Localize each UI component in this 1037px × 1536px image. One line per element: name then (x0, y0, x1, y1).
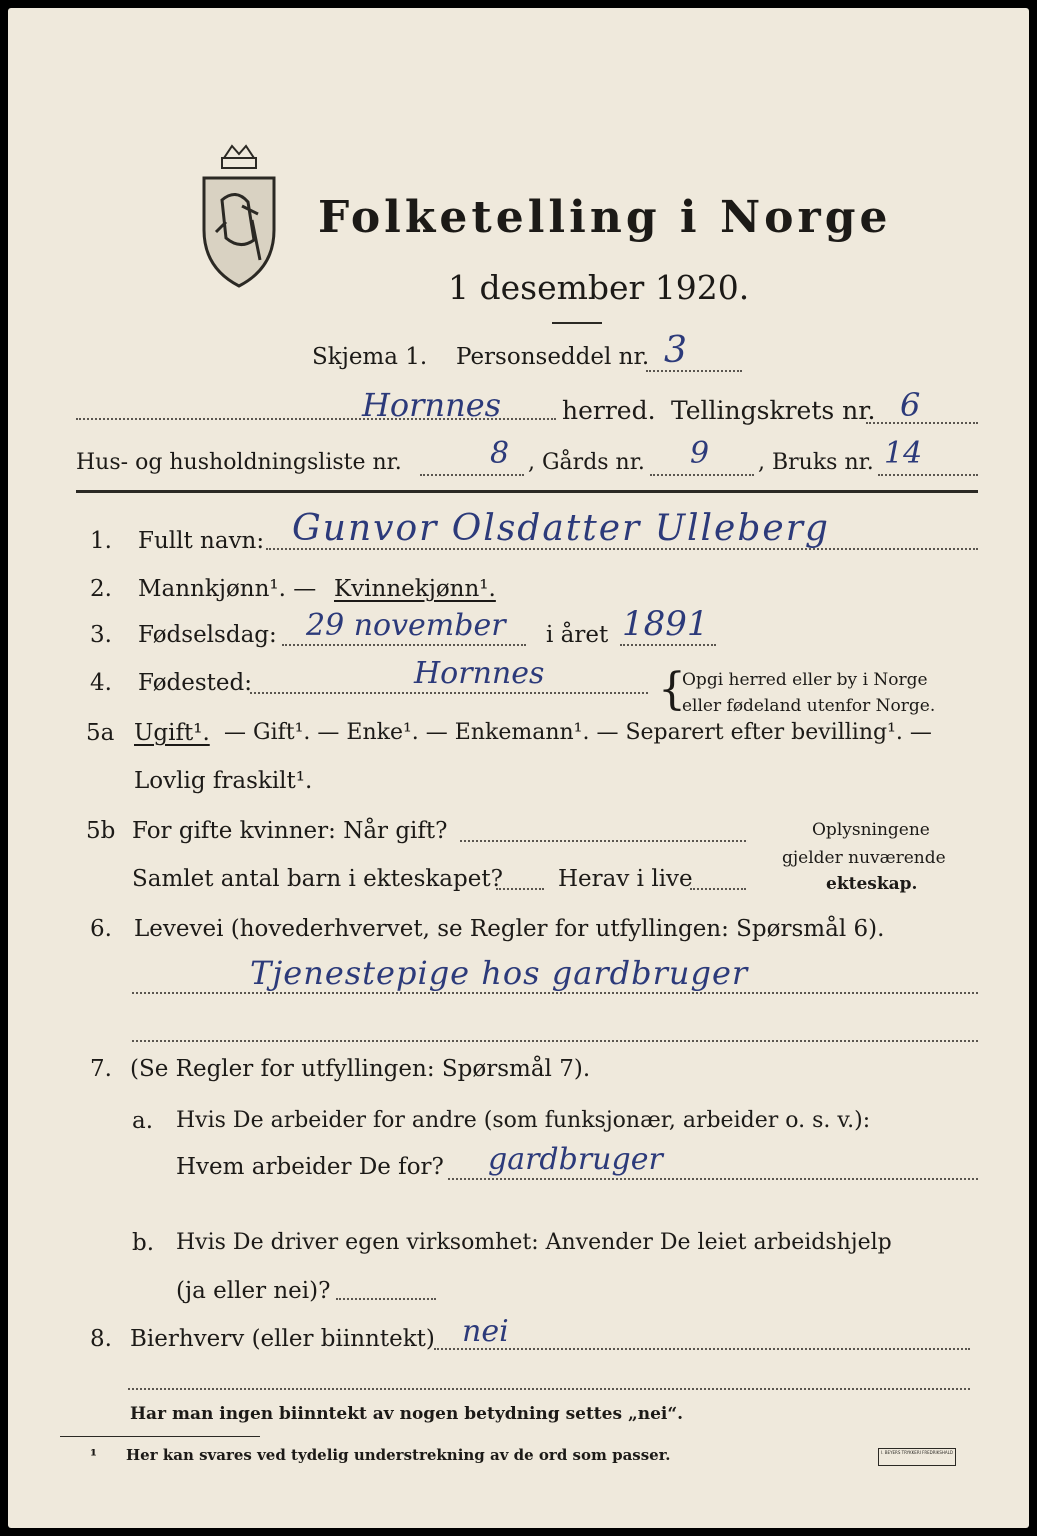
q6-label: Levevei (hovederhvervet, se Regler for utfyllingen: Spørsmål 6). (134, 916, 885, 942)
q6-line-2 (132, 1040, 978, 1042)
q8-label: Bierhverv (eller biinntekt) (130, 1326, 435, 1352)
personseddel-label: Personseddel nr. (456, 344, 650, 370)
header-divider (76, 490, 978, 493)
herred-label: herred. (562, 396, 656, 425)
personseddel-line (646, 370, 742, 372)
brace-glyph: { (658, 664, 686, 715)
q5b-married-line (460, 840, 746, 842)
q4-label: Fødested: (138, 670, 253, 696)
q7a-line-1: Hvis De arbeider for andre (som funksjonær, arbeider o. s. v.): (176, 1108, 871, 1133)
personseddel-value: 3 (664, 330, 687, 371)
q5b-label-alive: Herav i live (558, 866, 693, 892)
q7-label: (Se Regler for utfyllingen: Spørsmål 7). (130, 1056, 591, 1082)
birthplace-note-1: Opgi herred eller by i Norge (682, 670, 928, 690)
q1-number: 1. (90, 528, 112, 554)
tellingskrets-line (866, 422, 978, 424)
side-income-value: nei (462, 1314, 509, 1349)
q7b-letter: b. (132, 1230, 155, 1256)
q3-label: Fødselsdag: (138, 622, 277, 648)
q1-label: Fullt navn: (138, 528, 265, 554)
q2-number: 2. (90, 576, 112, 602)
q5b-children-line (496, 888, 544, 890)
coat-of-arms-icon (196, 140, 282, 290)
q6-line-1 (132, 992, 978, 994)
marital-options: — Gift¹. — Enke¹. — Enkemann¹. — Separert efter bevilling¹. — (224, 720, 932, 745)
unmarried-option: Ugift¹. (134, 720, 210, 746)
form-title: Folketelling i Norge (318, 192, 892, 243)
q8-line-2 (128, 1388, 970, 1390)
q8-number: 8. (90, 1326, 112, 1352)
q4-line (250, 692, 648, 694)
bruks-label: , Bruks nr. (758, 450, 874, 475)
q8-line-1 (434, 1348, 970, 1350)
q3-line (282, 644, 526, 646)
q5b-label-children: Samlet antal barn i ekteskapet? (132, 866, 503, 892)
printer-stamp: I. BEYERS TRYKKERI FREDRIKSHALD (878, 1448, 956, 1466)
gards-line (650, 474, 754, 476)
female-option: Kvinnekjønn¹. (334, 576, 496, 602)
employer-value: gardbruger (488, 1142, 663, 1177)
q5b-number: 5b (86, 818, 116, 844)
q5b-note-3: ekteskap. (826, 874, 918, 894)
q5a-number: 5a (86, 720, 115, 746)
year-line (620, 644, 716, 646)
title-divider (552, 322, 602, 324)
occupation-value: Tjenestepige hos gardbruger (250, 954, 749, 992)
q7b-line-2: (ja eller nei)? (176, 1278, 331, 1304)
bruks-value: 14 (884, 436, 923, 471)
q5b-label-married: For gifte kvinner: Når gift? (132, 818, 448, 844)
birthday-value: 29 november (306, 608, 506, 643)
skjema-label: Skjema 1. (312, 344, 428, 370)
footer-note: Har man ingen biinntekt av nogen betydning settes „nei“. (130, 1404, 684, 1424)
q4-number: 4. (90, 670, 112, 696)
hus-line (420, 474, 524, 476)
hus-label: Hus- og husholdningsliste nr. (76, 450, 402, 475)
census-date: 1 desember 1920. (448, 268, 750, 307)
tellingskrets-label: Tellingskrets nr. (671, 396, 876, 425)
q6-number: 6. (90, 916, 112, 942)
q7b-line-1: Hvis De driver egen virksomhet: Anvender De leiet arbeidshjelp (176, 1230, 892, 1255)
male-option: Mannkjønn¹. — (138, 576, 317, 602)
q7-number: 7. (90, 1056, 112, 1082)
herred-value: Hornnes (362, 386, 502, 424)
q7a-line (448, 1178, 978, 1180)
full-name-value: Gunvor Olsdatter Ulleberg (292, 508, 830, 549)
q7a-line-2: Hvem arbeider De for? (176, 1154, 444, 1180)
gards-value: 9 (690, 436, 710, 471)
q7a-letter: a. (132, 1108, 154, 1134)
footnote-mark: ¹ (90, 1446, 98, 1465)
q7b-line (336, 1298, 436, 1300)
q5b-alive-line (690, 888, 746, 890)
birthplace-note-2: eller fødeland utenfor Norge. (682, 696, 936, 716)
q5b-note-1: Oplysningene (812, 820, 930, 840)
q5b-note-2: gjelder nuværende (782, 848, 946, 868)
year-label: i året (546, 622, 609, 648)
birth-year-value: 1891 (622, 604, 709, 644)
gards-label: , Gårds nr. (528, 450, 645, 475)
footnote-text: Her kan svares ved tydelig understrekning av de ord som passer. (126, 1446, 671, 1464)
footer-divider (60, 1436, 260, 1437)
birthplace-value: Hornnes (414, 656, 545, 691)
divorced-option: Lovlig fraskilt¹. (134, 768, 313, 794)
q3-number: 3. (90, 622, 112, 648)
tellingskrets-value: 6 (900, 386, 921, 424)
hus-value: 8 (490, 436, 510, 471)
bruks-line (878, 474, 978, 476)
